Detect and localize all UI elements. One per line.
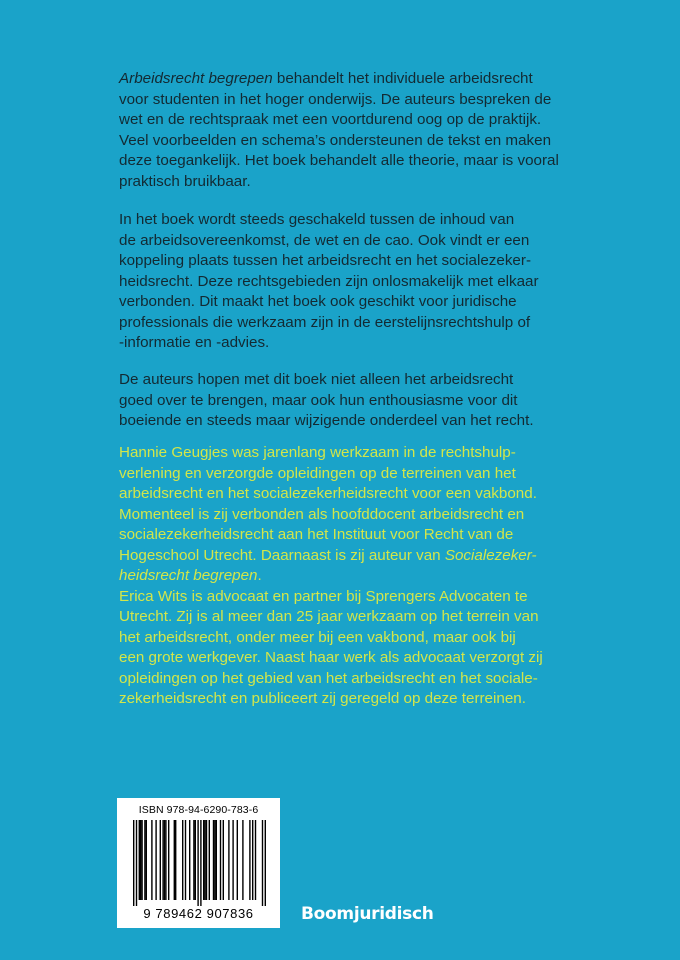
barcode-bar	[206, 820, 207, 900]
intro-paragraph	[119, 69, 559, 192]
barcode-bar	[195, 820, 196, 900]
barcode-bar	[237, 820, 238, 900]
barcode-bar	[197, 820, 198, 906]
barcode-bar	[164, 820, 165, 900]
author-bio-geugjes-end: .	[257, 567, 262, 584]
barcode-bar	[160, 820, 161, 900]
barcode-bar	[249, 820, 250, 900]
barcode-bar	[216, 820, 217, 900]
author-bio-wits: Erica Wits is advocaat en partner bij Sprengers Advocaten te Utrecht. Zij is al meer dan 25 jaar werkzaam op het terrein van het arbeidsrecht, onder meer bij een vakbond, maar ook bij een grote werkgever. Naast haar werk als advocaat verzorgt zij opleidingen op het gebied van het arbeidsrecht en het sociale- zekerheidsrecht en publiceert zij geregeld op deze terreinen.	[119, 587, 543, 707]
barcode-bar	[255, 820, 256, 900]
barcode-bar	[213, 820, 214, 900]
barcode-bar	[144, 820, 145, 900]
barcode-bar	[223, 820, 224, 900]
barcode-bar	[136, 820, 137, 906]
barcode-bar	[140, 820, 141, 900]
author-bios	[119, 443, 561, 710]
isbn-barcode	[117, 798, 280, 928]
other-book-title-italic: Socialezeker- heidsrecht begrepen	[119, 546, 537, 584]
barcode-bar	[139, 820, 140, 900]
barcode-bar	[242, 820, 243, 900]
publisher-logo: Boomjuridisch	[301, 904, 434, 924]
barcode-bar	[162, 820, 163, 900]
barcode-bar	[151, 820, 152, 900]
barcode-bar	[185, 820, 186, 900]
barcode-bar	[155, 820, 156, 900]
barcode-bar	[203, 820, 204, 900]
barcode-bar	[165, 820, 166, 900]
barcode-bar	[228, 820, 229, 900]
barcode-bar	[252, 820, 253, 900]
barcode-bar	[209, 820, 210, 900]
body-paragraph-3: De auteurs hopen met dit boek niet alleen het arbeidsrecht goed over te brengen, maar ook hun enthousiasme voor dit boeiende en steeds maar wijzigende onderdeel van het recht.	[119, 371, 534, 429]
barcode-bar	[182, 820, 183, 900]
body-paragraph-2: In het boek wordt steeds geschakeld tussen de inhoud van de arbeidsovereenkomst, de wet en de cao. Ook vindt er een koppeling plaats tussen het arbeidsrecht en het socialezeker- heidsrecht. Deze rechtsgebieden zijn onlosmakelijk met elkaar verbonden. Dit maakt het boek ook geschikt voor juridische professionals die werkzaam zijn in de eerstelijnsrechtshulp of -informatie en -advies.	[119, 211, 539, 351]
barcode-bar	[174, 820, 175, 900]
barcode-bar	[168, 820, 169, 900]
barcode-bar	[189, 820, 190, 900]
barcode-bar	[200, 820, 201, 906]
barcode-digits: 9 789462 907836	[143, 906, 254, 921]
barcode-bar	[133, 820, 134, 906]
barcode-bar	[262, 820, 263, 906]
barcode-bar	[141, 820, 142, 900]
barcode-bar	[175, 820, 176, 900]
barcode-bar	[146, 820, 147, 900]
barcode-bar	[232, 820, 233, 900]
isbn-label: ISBN 978-94-6290-783-6	[138, 804, 259, 816]
barcode-bar	[193, 820, 194, 900]
barcode-bar	[220, 820, 221, 900]
book-title-italic: Arbeidsrecht begrepen	[119, 70, 273, 87]
barcode-bar	[204, 820, 205, 900]
barcode-bar	[265, 820, 266, 906]
intro-text: behandelt het individuele arbeidsrecht voor studenten in het hoger onderwijs. De auteurs bespreken de wet en de rechtspraak met een voortdurend oog op de praktijk. Veel voorbeelden en schema’s ondersteunen de tekst en maken deze toegankelijk. Het boek behandelt alle theorie, maar is vooral praktisch bruikbaar.	[119, 70, 559, 190]
barcode-bar	[214, 820, 215, 900]
author-bio-geugjes: Hannie Geugjes was jarenlang werkzaam in de rechtshulp- verlening en verzorgde opleidingen op de terreinen van het arbeidsrecht en het socialezekerheidsrecht voor een vakbond. Momenteel is zij verbonden als hoofddocent arbeidsrecht en socialezekerheidsrecht aan het Instituut voor Recht van de Hogeschool Utrecht. Daarnaast is zij auteur van	[119, 444, 537, 564]
barcode-bars	[125, 820, 272, 906]
